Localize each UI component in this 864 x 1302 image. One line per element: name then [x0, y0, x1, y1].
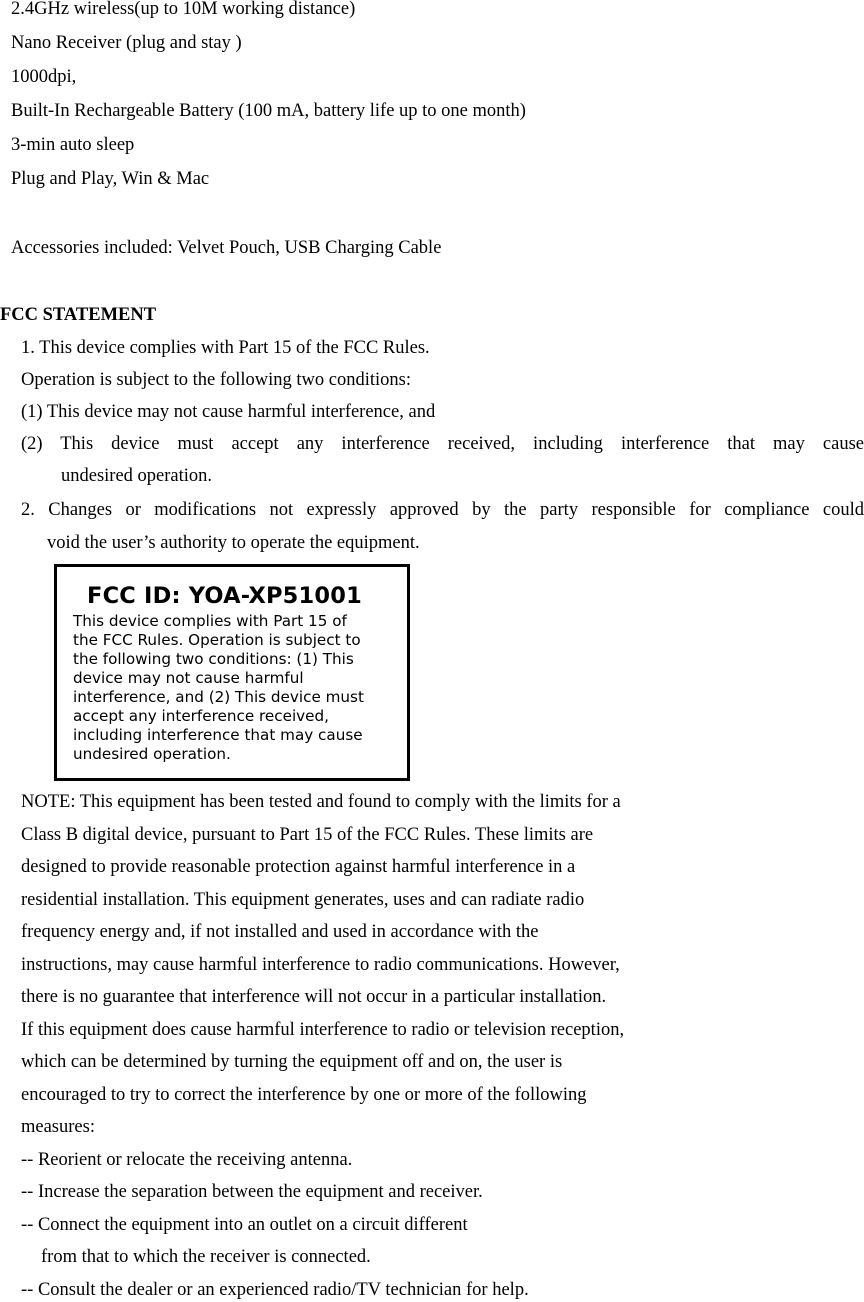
fcc-condition-1: (1) This device may not cause harmful interference, and: [21, 402, 436, 422]
note-line: frequency energy and, if not installed and used in accordance with the: [21, 922, 539, 942]
note-line: measures:: [21, 1117, 95, 1137]
note-line: designed to provide reasonable protection against harmful interference in a: [21, 857, 576, 877]
measure-item: -- Reorient or relocate the receiving antenna.: [21, 1150, 353, 1170]
label-text-line: accept any interference received,: [73, 707, 329, 725]
accessories-line: Accessories included: Velvet Pouch, USB Charging Cable: [11, 238, 442, 258]
spec-line: Nano Receiver (plug and stay ): [11, 33, 242, 53]
note-line: If this equipment does cause harmful interference to radio or television reception,: [21, 1020, 625, 1040]
note-line: NOTE: This equipment has been tested and found to comply with the limits for a: [21, 792, 621, 812]
fcc-conditions-intro: Operation is subject to the following two conditions:: [21, 370, 411, 390]
fcc-condition-2-continued: undesired operation.: [61, 466, 213, 486]
spec-line: 3-min auto sleep: [11, 135, 135, 155]
fcc-item-1: 1. This device complies with Part 15 of the FCC Rules.: [21, 338, 430, 358]
fcc-item-2: 2. Changes or modifications not expressly approved by the party responsible for compliance could: [21, 500, 864, 520]
measure-item-continued: from that to which the receiver is connected.: [41, 1247, 371, 1267]
label-text-line: including interference that may cause: [73, 726, 363, 744]
measure-item: -- Consult the dealer or an experienced radio/TV technician for help.: [21, 1280, 529, 1300]
label-text-line: interference, and (2) This device must: [73, 688, 364, 706]
measure-item: -- Increase the separation between the equipment and receiver.: [21, 1182, 483, 1202]
note-line: there is no guarantee that interference will not occur in a particular installation.: [21, 987, 607, 1007]
fcc-id-label: [54, 564, 410, 781]
note-line: residential installation. This equipment generates, uses and can radiate radio: [21, 890, 585, 910]
spec-line: 1000dpi,: [11, 67, 77, 87]
measure-item: -- Connect the equipment into an outlet on a circuit different: [21, 1215, 468, 1235]
fcc-id-title: FCC ID: YOA-XP51001: [87, 583, 362, 609]
note-line: Class B digital device, pursuant to Part 15 of the FCC Rules. These limits are: [21, 825, 594, 845]
fcc-item-2-continued: void the user’s authority to operate the equipment.: [47, 533, 420, 553]
label-text-line: the following two conditions: (1) This: [73, 650, 354, 668]
label-text-line: This device complies with Part 15 of: [73, 612, 347, 630]
fcc-heading: FCC STATEMENT: [0, 305, 157, 325]
fcc-condition-2: (2) This device must accept any interference received, including interference that may cause: [21, 434, 864, 454]
label-text-line: the FCC Rules. Operation is subject to: [73, 631, 361, 649]
spec-line: Built-In Rechargeable Battery (100 mA, battery life up to one month): [11, 101, 526, 121]
note-line: which can be determined by turning the equipment off and on, the user is: [21, 1052, 563, 1072]
note-line: encouraged to try to correct the interference by one or more of the following: [21, 1085, 587, 1105]
spec-line: Plug and Play, Win & Mac: [11, 169, 210, 189]
label-text-line: undesired operation.: [73, 745, 231, 763]
note-line: instructions, may cause harmful interference to radio communications. However,: [21, 955, 620, 975]
label-text-line: device may not cause harmful: [73, 669, 304, 687]
spec-line: 2.4GHz wireless(up to 10M working distance): [11, 0, 356, 19]
